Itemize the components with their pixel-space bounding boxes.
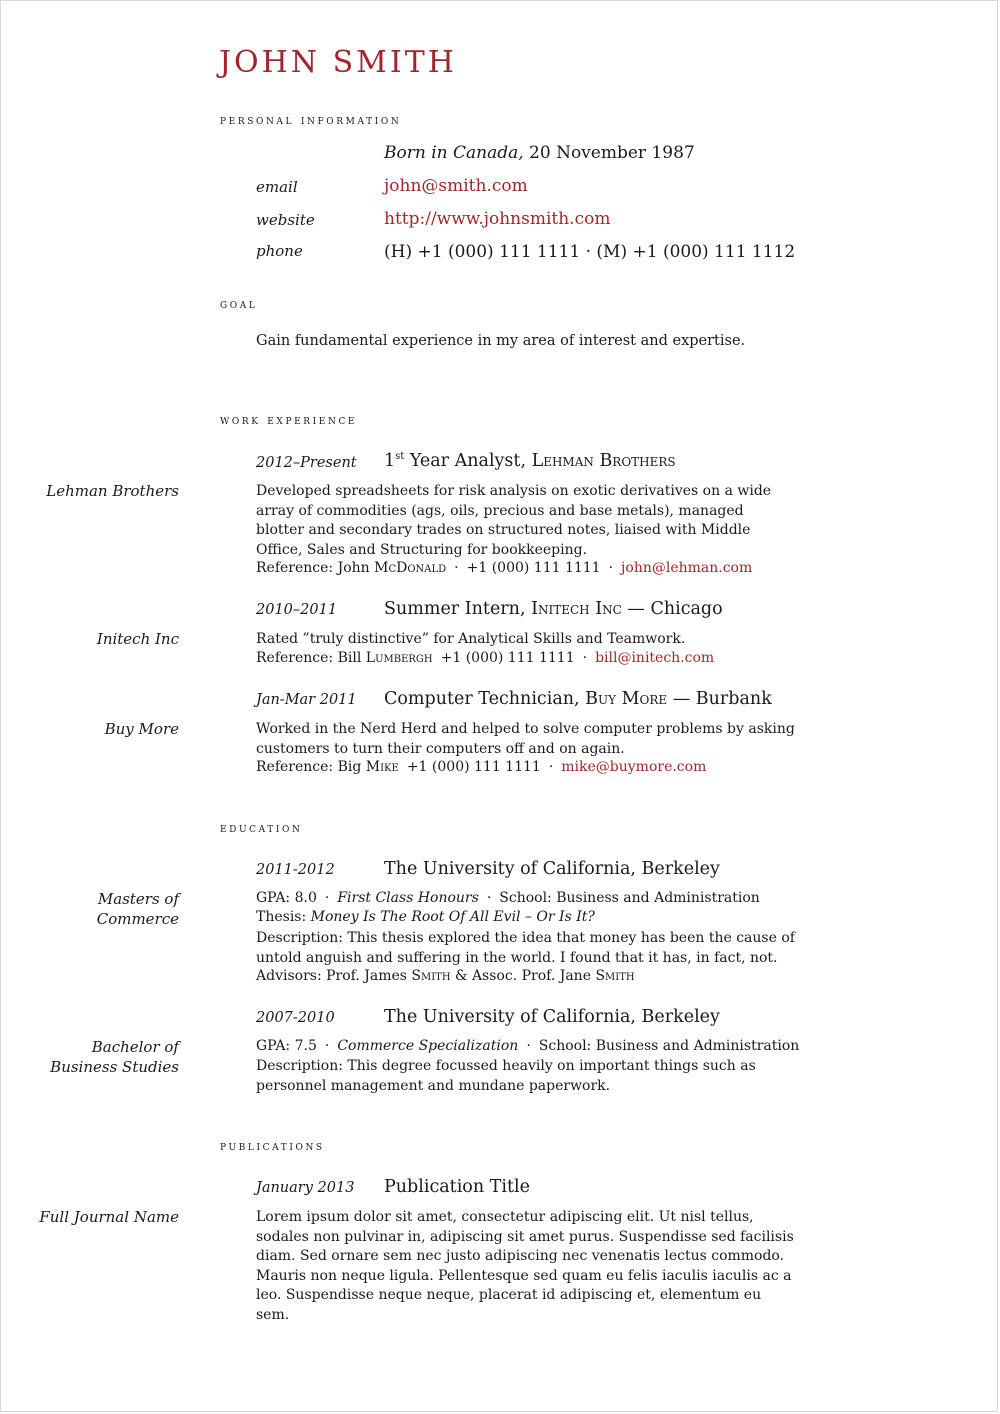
website-link[interactable]: http://www.johnsmith.com [384, 209, 611, 229]
education-description: Description: This thesis explored the idea that money has been the cause of untold anguish and suffering in the world. I found that it has, in fact, not. [256, 930, 795, 966]
job-company: Buy More [585, 689, 668, 709]
reference-prefix: Reference: Big [256, 759, 366, 775]
degree-line: Business Studies [50, 1057, 179, 1076]
job-dates: Jan-Mar 2011 [256, 692, 357, 708]
advisor-surname: Smith [595, 968, 635, 984]
education-thesis [256, 909, 595, 925]
email-link[interactable]: john@smith.com [384, 176, 528, 196]
education-gpa-line: GPA: 8.0 · First Class Honours · School: Business and Administration [256, 890, 760, 906]
section-goal: goal [220, 297, 258, 312]
thesis-label: Thesis: [256, 909, 311, 925]
website-label: website [256, 211, 315, 229]
education-degree [50, 1038, 179, 1077]
job-title-number: 1 [384, 451, 396, 471]
phone-label: phone [256, 242, 303, 260]
birth-place: Born in Canada, [384, 143, 524, 163]
job-title [384, 599, 723, 619]
degree-line: Masters of [97, 890, 179, 908]
advisors-prefix: Advisors: Prof. James [256, 968, 412, 984]
degree-line: Commerce [96, 909, 179, 928]
job-margin-company: Lehman Brothers [46, 482, 179, 500]
education-degree [97, 890, 179, 929]
phone-value: (H) +1 (000) 111 1111 · (M) +1 (000) 111 1112 [384, 242, 796, 262]
reference-phone: +1 (000) 111 1111 [466, 560, 601, 576]
education-school: The University of California, Berkeley [384, 1007, 720, 1027]
job-margin-company: Initech Inc [96, 630, 179, 648]
goal-text: Gain fundamental experience in my area of interest and expertise. [256, 333, 746, 349]
birth-date: 20 November 1987 [523, 143, 695, 163]
publication-date: January 2013 [256, 1180, 355, 1196]
reference-prefix: Reference: John [256, 560, 375, 576]
email-label: email [256, 178, 298, 196]
reference-phone: +1 (000) 111 1111 [440, 650, 575, 666]
reference-email-link[interactable]: bill@initech.com [595, 650, 715, 666]
publication-journal: Full Journal Name [39, 1208, 179, 1226]
section-publications: publications [220, 1139, 325, 1154]
reference-phone: +1 (000) 111 1111 [406, 759, 541, 775]
job-reference: Reference: John McDonald · +1 (000) 111 1111 · john@lehman.com [256, 560, 753, 576]
job-dates: 2012–Present [256, 455, 357, 471]
advisor-surname: Smith [411, 968, 451, 984]
education-dates: 2011-2012 [256, 862, 335, 878]
school-department: School: Business and Administration [538, 1038, 800, 1054]
job-location: — Burbank [667, 689, 772, 709]
education-description: Description: This degree focussed heavily on important things such as personnel management and mundane paperwork. [256, 1058, 756, 1094]
job-location: — Chicago [621, 599, 723, 619]
birth-info [384, 143, 695, 163]
reference-email-link[interactable]: john@lehman.com [621, 560, 753, 576]
job-reference: Reference: Big Mike +1 (000) 111 1111 · mike@buymore.com [256, 759, 707, 775]
job-company: Lehman Brothers [531, 451, 676, 471]
section-work-experience: work experience [220, 413, 358, 428]
job-margin-company: Buy More [104, 720, 179, 738]
education-advisors [256, 968, 635, 984]
specialization: Commerce Specialization [337, 1038, 519, 1054]
education-gpa-line: GPA: 7.5 · Commerce Specialization · School: Business and Administration [256, 1038, 800, 1054]
thesis-title: Money Is The Root Of All Evil – Or Is It? [310, 909, 595, 925]
job-title-text: Year Analyst, [404, 451, 532, 471]
job-description: Developed spreadsheets for risk analysis on exotic derivatives on a wide array of commodities (ags, oils, precious and base metals), managed blotter and secondary trades on structured notes, liaised with Middle Office, Sales and Structuring for bookkeeping. [256, 483, 772, 558]
reference-name: McDonald [374, 560, 447, 576]
education-school: The University of California, Berkeley [384, 859, 720, 879]
school-department: School: Business and Administration [499, 890, 760, 906]
reference-email-link[interactable]: mike@buymore.com [561, 759, 707, 775]
job-description: Rated ”truly distinctive” for Analytical Skills and Teamwork. [256, 631, 686, 647]
gpa: GPA: 7.5 [256, 1038, 317, 1054]
job-title [384, 689, 772, 709]
publication-title: Publication Title [384, 1177, 530, 1197]
reference-name: Lumbergh [365, 650, 433, 666]
section-personal-information: personal information [220, 113, 402, 128]
job-reference: Reference: Bill Lumbergh +1 (000) 111 1111 · bill@initech.com [256, 650, 715, 666]
reference-prefix: Reference: Bill [256, 650, 366, 666]
resume-name: JOHN SMITH [219, 45, 457, 80]
job-company: Initech Inc [531, 599, 622, 619]
gpa: GPA: 8.0 [256, 890, 317, 906]
reference-name: Mike [365, 759, 399, 775]
degree-line: Bachelor of [91, 1038, 179, 1056]
job-title-text: Summer Intern, [384, 599, 532, 619]
education-dates: 2007-2010 [256, 1010, 335, 1026]
publication-abstract: Lorem ipsum dolor sit amet, consectetur adipiscing elit. Ut nisl tellus, sodales non pulvinar in, adipiscing sit amet purus. Suspendisse sed facilisis diam. Sed ornare sem nec justo adipiscing nec venenatis lectus commodo. Mauris non neque ligula. Pellentesque sed quam eu felis iaculis iaculis ac a leo. Suspendisse neque neque, placerat id adipiscing et, elementum eu sem. [256, 1209, 794, 1323]
job-title [384, 451, 676, 471]
job-dates: 2010–2011 [256, 602, 338, 618]
honours: First Class Honours [337, 890, 479, 906]
advisors-middle: & Assoc. Prof. Jane [450, 968, 596, 984]
job-description: Worked in the Nerd Herd and helped to solve computer problems by asking customers to turn their computers off and on again. [256, 721, 795, 757]
job-title-superscript: st [395, 451, 405, 463]
job-title-text: Computer Technician, [384, 689, 586, 709]
section-education: education [220, 821, 303, 836]
